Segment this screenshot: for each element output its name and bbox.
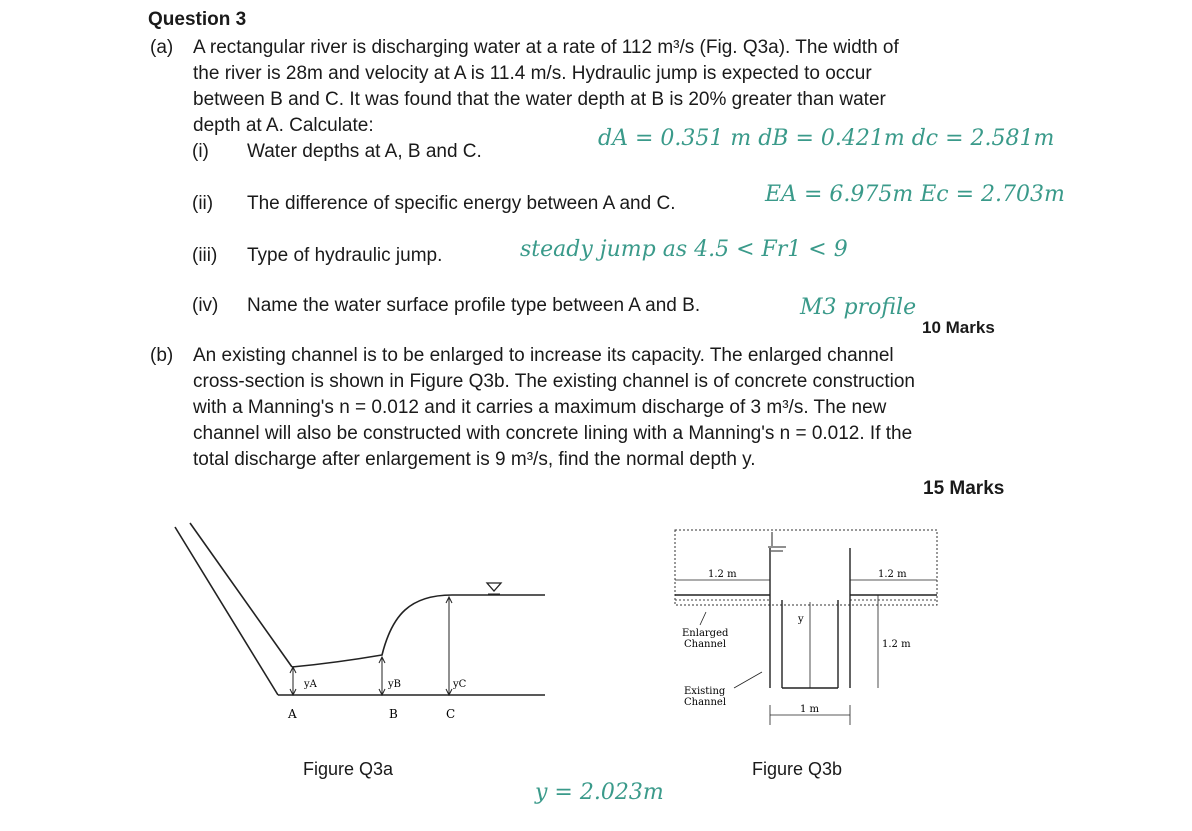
handwritten-answer-iii: steady jump as 4.5 < Fr1 < 9 [520, 237, 848, 262]
label-b: B [389, 707, 398, 721]
dim-y: y [798, 614, 804, 625]
part-b-line: An existing channel is to be enlarged to increase its capacity. The enlarged channel [193, 345, 894, 366]
part-a-line: A rectangular river is discharging water at a rate of 112 m³/s (Fig. Q3a). The width of [193, 37, 899, 58]
part-a-line: the river is 28m and velocity at A is 11.4 m/s. Hydraulic jump is expected to occur [193, 63, 872, 84]
part-a-marks: 10 Marks [922, 318, 995, 337]
item-i-num: (i) [192, 141, 209, 162]
label-c: C [446, 707, 456, 721]
label-yc: yC [453, 679, 467, 690]
part-b-line: cross-section is shown in Figure Q3b. The existing channel is of concrete construction [193, 371, 915, 392]
label-existing-1: Existing [684, 686, 726, 697]
part-a-line: between B and C. It was found that the water depth at B is 20% greater than water [193, 89, 886, 110]
item-iii-text: Type of hydraulic jump. [247, 245, 443, 266]
part-b-text [193, 343, 1033, 473]
label-ya: yA [304, 679, 317, 690]
label-enlarged-2: Channel [684, 639, 727, 650]
item-ii-num: (ii) [192, 193, 214, 214]
part-b-line: with a Manning's n = 0.012 and it carries a maximum discharge of 3 m³/s. The new [193, 397, 887, 418]
question-title: Question 3 [148, 9, 247, 30]
label-existing-2: Channel [684, 697, 727, 708]
dim-top-right: 1.2 m [878, 569, 907, 580]
dim-depth-right: 1.2 m [882, 639, 911, 650]
dim-bottom: 1 m [800, 704, 820, 715]
figure-q3a [160, 515, 560, 725]
item-iv-num: (iv) [192, 295, 219, 316]
part-b-marks: 15 Marks [923, 478, 1005, 499]
label-enlarged-1: Enlarged [682, 628, 729, 639]
handwritten-answer-ii: EA = 6.975m Ec = 2.703m [765, 182, 1065, 207]
part-a-text [193, 35, 1033, 139]
figure-q3a-caption: Figure Q3a [303, 759, 394, 779]
part-b-line: channel will also be constructed with concrete lining with a Manning's n = 0.012. If the [193, 423, 913, 444]
label-a: A [288, 707, 297, 721]
part-b-label: (b) [150, 345, 174, 366]
figure-q3b-caption: Figure Q3b [752, 759, 843, 779]
part-a-label: (a) [150, 37, 174, 58]
part-a-line: depth at A. Calculate: [193, 115, 374, 136]
figure-q3b [660, 520, 960, 735]
item-iii-num: (iii) [192, 245, 218, 266]
handwritten-answer-iv: M3 profile [800, 295, 917, 320]
item-i-text: Water depths at A, B and C. [247, 141, 482, 162]
item-iv-text: Name the water surface profile type between A and B. [247, 295, 701, 316]
handwritten-answer-b: y = 2.023m [535, 780, 664, 805]
label-yb: yB [388, 679, 401, 690]
part-b-line: total discharge after enlargement is 9 m³/s, find the normal depth y. [193, 449, 756, 470]
item-ii-text: The difference of specific energy between A and C. [247, 193, 676, 214]
dim-top-left: 1.2 m [708, 569, 737, 580]
handwritten-answer-i: dA = 0.351 m dB = 0.421m dc = 2.581m [598, 126, 1055, 151]
